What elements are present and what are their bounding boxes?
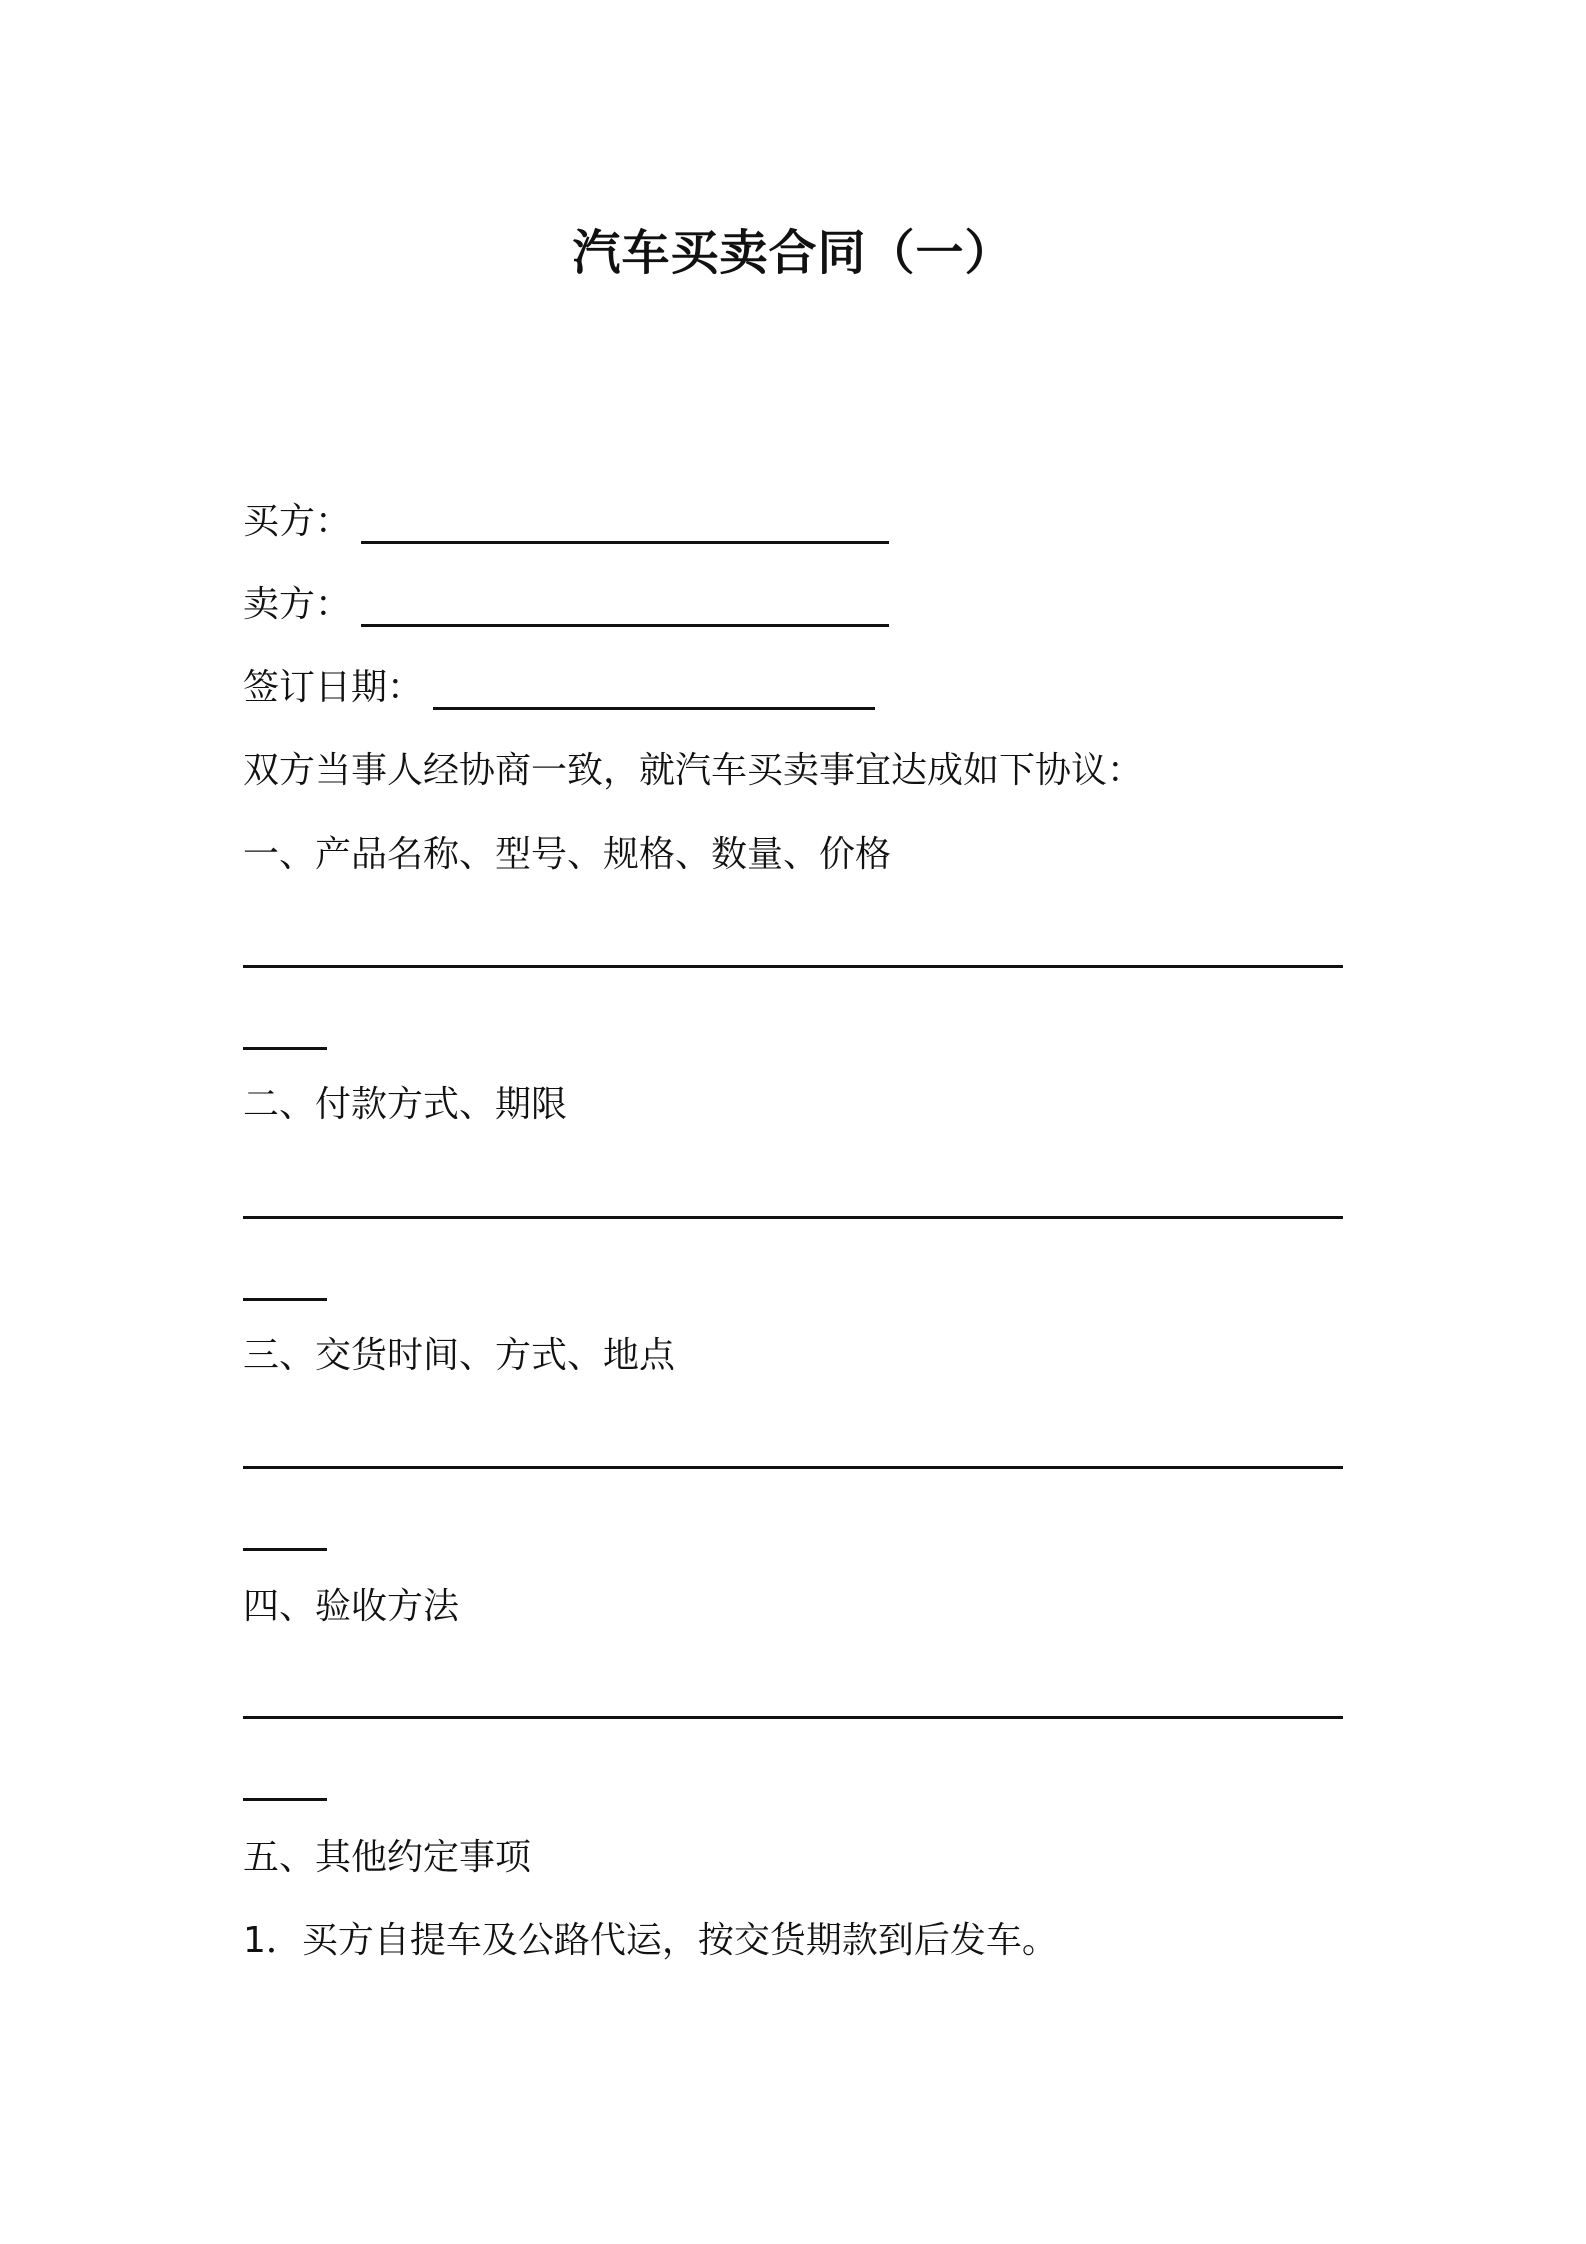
section-heading-1: 一、产品名称、型号、规格、数量、价格 <box>243 834 892 875</box>
buyer-label: 买方： <box>243 501 352 542</box>
section-heading-5: 五、其他约定事项 <box>243 1837 532 1878</box>
section-heading-4: 四、验收方法 <box>243 1586 460 1627</box>
buyer-field-row <box>243 500 889 544</box>
section-4-blank-line-continued[interactable] <box>243 1798 327 1801</box>
section-1-blank-line[interactable] <box>243 965 1343 968</box>
section-2-blank-line[interactable] <box>243 1216 1343 1219</box>
seller-label: 卖方： <box>243 584 352 625</box>
section-heading-2: 二、付款方式、期限 <box>243 1084 568 1125</box>
section-3-blank-line[interactable] <box>243 1466 1343 1469</box>
section-4-blank-line[interactable] <box>243 1716 1343 1719</box>
seller-blank-line[interactable] <box>361 588 889 627</box>
buyer-blank-line[interactable] <box>361 505 889 544</box>
clause-1: 1．买方自提车及公路代运，按交货期款到后发车。 <box>243 1920 1058 1961</box>
section-heading-3: 三、交货时间、方式、地点 <box>243 1335 676 1376</box>
signing-date-label: 签订日期： <box>243 667 424 708</box>
section-3-blank-line-continued[interactable] <box>243 1548 327 1551</box>
signing-date-blank-line[interactable] <box>433 671 875 710</box>
section-2-blank-line-continued[interactable] <box>243 1298 327 1301</box>
section-1-blank-line-continued[interactable] <box>243 1047 327 1050</box>
intro-paragraph: 双方当事人经协商一致，就汽车买卖事宜达成如下协议： <box>243 750 1144 791</box>
signing-date-field-row <box>243 666 875 710</box>
document-title: 汽车买卖合同（一） <box>572 225 1014 281</box>
seller-field-row <box>243 583 889 627</box>
